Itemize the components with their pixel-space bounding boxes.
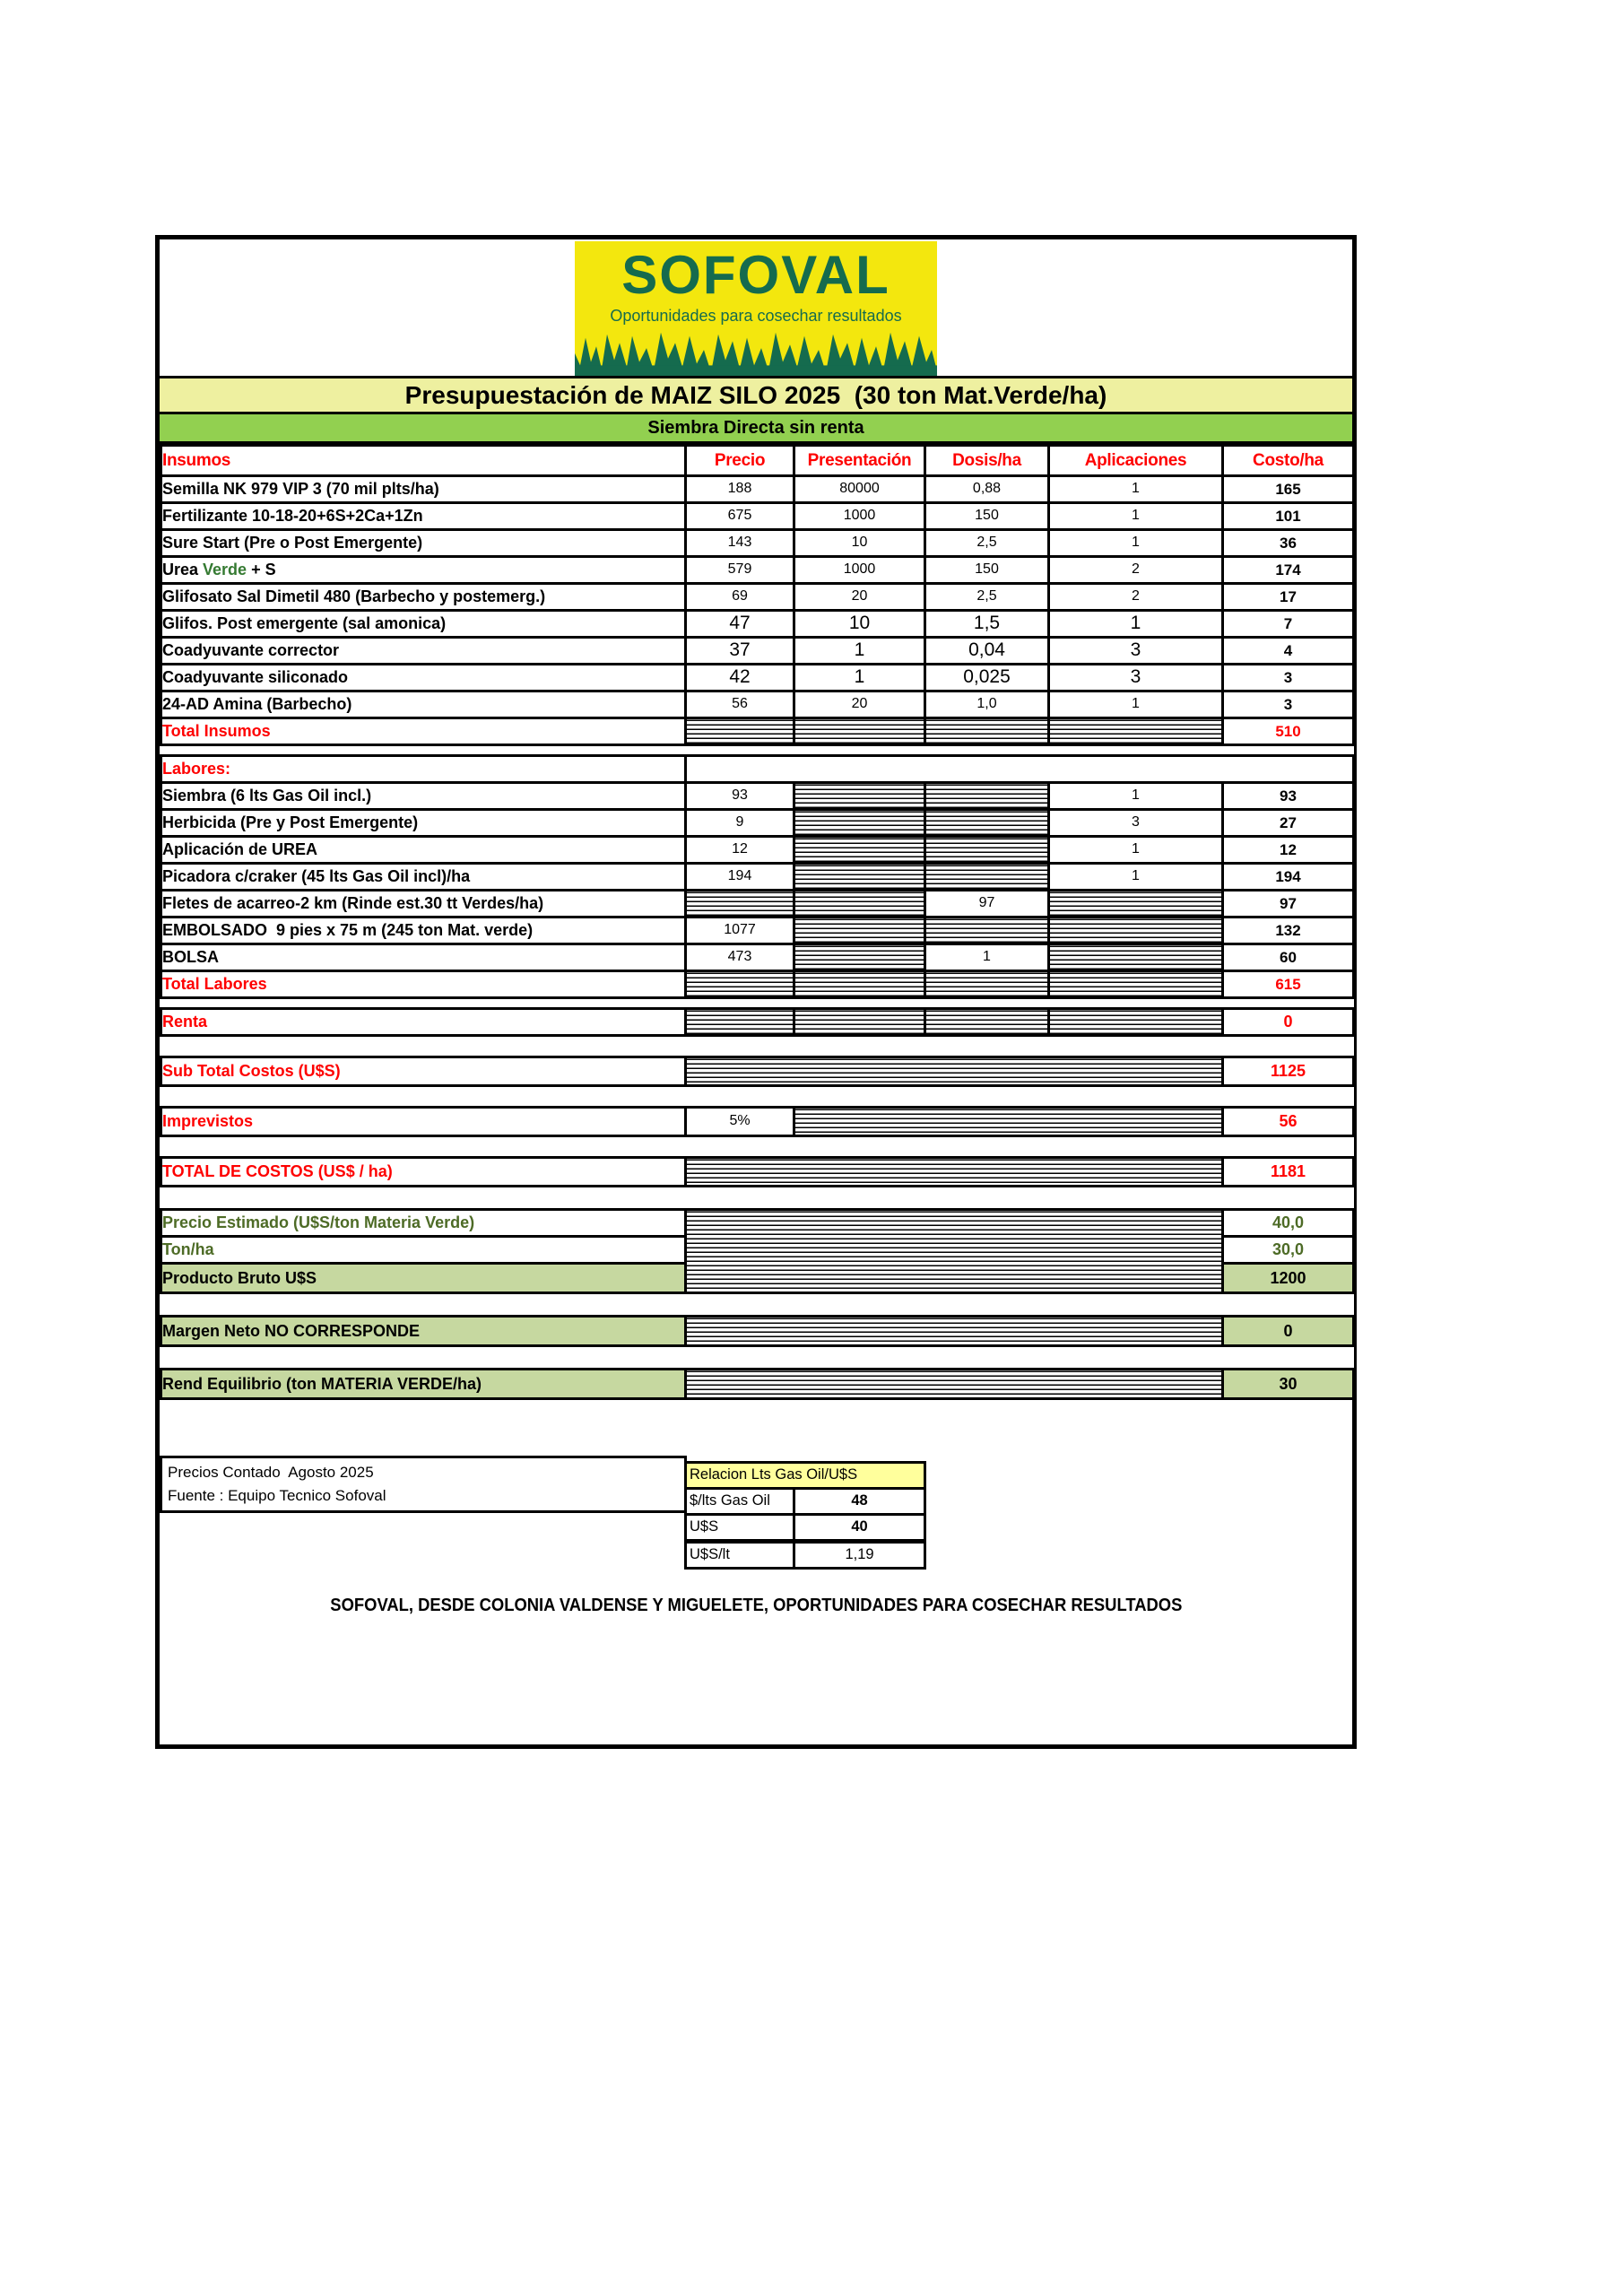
- cell-presentacion: 1000: [794, 557, 925, 584]
- col-header-aplicaciones: Aplicaciones: [1049, 446, 1223, 476]
- spacer-row: [161, 1346, 1354, 1370]
- empty-cell: [686, 756, 1354, 783]
- gasoil-table: [684, 1461, 926, 1570]
- grass-silhouette-icon: [575, 327, 937, 376]
- subtitle-banner: Siembra Directa sin renta: [160, 414, 1352, 444]
- spacer-row: [161, 745, 1354, 756]
- labores-header-row: [161, 756, 1354, 783]
- cell-label: Fletes de acarreo-2 km (Rinde est.30 tt Verdes/ha): [161, 891, 686, 918]
- hatched-cell: [925, 837, 1049, 864]
- table-row: [161, 503, 1354, 530]
- hatched-cell: [925, 1009, 1049, 1036]
- precio-estimado-row: [161, 1210, 1354, 1237]
- cell-label: Siembra (6 lts Gas Oil incl.): [161, 783, 686, 810]
- hatched-cell: [794, 783, 925, 810]
- col-header-dosis: Dosis/ha: [925, 446, 1049, 476]
- row-label: Sub Total Costos (U$S): [161, 1057, 686, 1086]
- row-label: Producto Bruto U$S: [161, 1264, 686, 1293]
- cell-precio: 143: [686, 530, 794, 557]
- cell-costo: 194: [1223, 864, 1354, 891]
- gasoil-header: Relacion Lts Gas Oil/U$S: [686, 1463, 925, 1489]
- cell-aplicaciones: 3: [1049, 810, 1223, 837]
- hatched-cell: [794, 944, 925, 971]
- row-value: 40,0: [1223, 1210, 1354, 1237]
- hatched-cell: [686, 1009, 794, 1036]
- row-label: Margen Neto NO CORRESPONDE: [161, 1317, 686, 1346]
- cell-dosis: 150: [925, 503, 1049, 530]
- margen-neto-row: [161, 1317, 1354, 1346]
- table-row: [161, 891, 1354, 918]
- row-label: TOTAL DE COSTOS (US$ / ha): [161, 1158, 686, 1187]
- cell-precio: 579: [686, 557, 794, 584]
- gasoil-row: [686, 1515, 925, 1542]
- cell-presentacion: 1000: [794, 503, 925, 530]
- gasoil-value: 40: [794, 1515, 925, 1542]
- cell-presentacion: 10: [794, 530, 925, 557]
- cell-rate: 5%: [686, 1108, 794, 1136]
- cell-costo: 3: [1223, 691, 1354, 718]
- table-row: [161, 476, 1354, 503]
- label-part: + S: [247, 561, 276, 579]
- row-value: 56: [1223, 1108, 1354, 1136]
- prices-date-line: Precios Contado Agosto 2025: [168, 1464, 374, 1481]
- table-row: [161, 691, 1354, 718]
- spacer-cell: [161, 1187, 1354, 1210]
- gasoil-row: [686, 1489, 925, 1515]
- hatched-cell: [686, 1370, 1223, 1399]
- total-label: Total Insumos: [161, 718, 686, 745]
- cell-dosis: 0,04: [925, 638, 1049, 665]
- gasoil-label: U$S: [686, 1515, 794, 1542]
- cell-costo: 174: [1223, 557, 1354, 584]
- cell-precio: 675: [686, 503, 794, 530]
- imprevistos-row: [161, 1108, 1354, 1136]
- table-row: [161, 611, 1354, 638]
- spacer-row: [161, 1036, 1354, 1057]
- cell-dosis: 0,88: [925, 476, 1049, 503]
- cell-precio: 56: [686, 691, 794, 718]
- cell-costo: 17: [1223, 584, 1354, 611]
- table-row: [161, 557, 1354, 584]
- col-header-presentacion: Presentación: [794, 446, 925, 476]
- cell-presentacion: 20: [794, 691, 925, 718]
- cell-dosis: 2,5: [925, 584, 1049, 611]
- cell-precio: 47: [686, 611, 794, 638]
- cell-costo: 93: [1223, 783, 1354, 810]
- footer-section: [160, 1456, 1352, 1565]
- cell-aplicaciones: 1: [1049, 530, 1223, 557]
- cell-label: 24-AD Amina (Barbecho): [161, 691, 686, 718]
- cell-label: Herbicida (Pre y Post Emergente): [161, 810, 686, 837]
- cell-label: Coadyuvante corrector: [161, 638, 686, 665]
- cell-aplicaciones: 1: [1049, 783, 1223, 810]
- cell-precio: 9: [686, 810, 794, 837]
- cell-label: Glifos. Post emergente (sal amonica): [161, 611, 686, 638]
- table-row: [161, 638, 1354, 665]
- row-label: Ton/ha: [161, 1237, 686, 1264]
- spacer-row: [161, 998, 1354, 1009]
- col-header-precio: Precio: [686, 446, 794, 476]
- total-labores-row: [161, 971, 1354, 998]
- hatched-cell: [686, 1057, 1223, 1086]
- hatched-cell: [794, 1009, 925, 1036]
- spacer-cell: [161, 1136, 1354, 1158]
- gasoil-label: U$S/lt: [686, 1542, 794, 1569]
- cell-presentacion: 10: [794, 611, 925, 638]
- hatched-cell: [686, 718, 794, 745]
- hatched-cell: [686, 1210, 1223, 1293]
- hatched-cell: [1049, 718, 1223, 745]
- cell-label: Fertilizante 10-18-20+6S+2Ca+1Zn: [161, 503, 686, 530]
- spacer-cell: [161, 1086, 1354, 1108]
- hatched-cell: [1049, 891, 1223, 918]
- hatched-cell: [925, 971, 1049, 998]
- spacer-cell: [161, 998, 1354, 1009]
- company-slogan: [160, 1596, 1352, 1616]
- hatched-cell: [925, 918, 1049, 944]
- row-value: 1125: [1223, 1057, 1354, 1086]
- row-value: 30: [1223, 1370, 1354, 1399]
- cell-label: BOLSA: [161, 944, 686, 971]
- gasoil-header-row: [686, 1463, 925, 1489]
- gasoil-value: 48: [794, 1489, 925, 1515]
- subtotal-row: [161, 1057, 1354, 1086]
- row-value: 30,0: [1223, 1237, 1354, 1264]
- cell-label: Sure Start (Pre o Post Emergente): [161, 530, 686, 557]
- logo-tagline: Oportunidades para cosechar resultados: [610, 307, 902, 325]
- cell-label: Glifosato Sal Dimetil 480 (Barbecho y postemerg.): [161, 584, 686, 611]
- cell-costo: 3: [1223, 665, 1354, 691]
- cell-precio: 93: [686, 783, 794, 810]
- cell-aplicaciones: 3: [1049, 638, 1223, 665]
- cell-precio: 194: [686, 864, 794, 891]
- table-row: [161, 665, 1354, 691]
- row-value: 0: [1223, 1009, 1354, 1036]
- cell-costo: 60: [1223, 944, 1354, 971]
- spacer-row: [161, 1187, 1354, 1210]
- cell-costo: 101: [1223, 503, 1354, 530]
- row-value: 0: [1223, 1317, 1354, 1346]
- hatched-cell: [794, 837, 925, 864]
- cell-dosis: 150: [925, 557, 1049, 584]
- budget-table: [160, 444, 1355, 1400]
- spacer-cell: [161, 1293, 1354, 1317]
- cell-aplicaciones: 1: [1049, 476, 1223, 503]
- row-value: 1181: [1223, 1158, 1354, 1187]
- cell-aplicaciones: 1: [1049, 611, 1223, 638]
- spacer-row: [161, 1136, 1354, 1158]
- gasoil-row: [686, 1542, 925, 1569]
- total-costos-row: [161, 1158, 1354, 1187]
- logo-text: SOFOVAL: [621, 245, 890, 305]
- table-header-row: [161, 446, 1354, 476]
- hatched-cell: [794, 971, 925, 998]
- hatched-cell: [925, 718, 1049, 745]
- cell-aplicaciones: 1: [1049, 864, 1223, 891]
- prices-source-line: Fuente : Equipo Tecnico Sofoval: [168, 1487, 386, 1504]
- cell-precio: 1077: [686, 918, 794, 944]
- cell-presentacion: 1: [794, 665, 925, 691]
- cell-presentacion: 80000: [794, 476, 925, 503]
- hatched-cell: [794, 810, 925, 837]
- table-row: [161, 864, 1354, 891]
- cell-aplicaciones: 1: [1049, 691, 1223, 718]
- cell-costo: 27: [1223, 810, 1354, 837]
- table-row: [161, 837, 1354, 864]
- label-part: Urea: [162, 561, 204, 579]
- spacer-cell: [161, 1346, 1354, 1370]
- section-label: Labores:: [161, 756, 686, 783]
- rend-equilibrio-row: [161, 1370, 1354, 1399]
- hatched-cell: [925, 810, 1049, 837]
- cell-costo: 132: [1223, 918, 1354, 944]
- company-logo: [575, 241, 937, 376]
- cell-dosis: 1,0: [925, 691, 1049, 718]
- cell-aplicaciones: 2: [1049, 584, 1223, 611]
- hatched-cell: [794, 918, 925, 944]
- hatched-cell: [1049, 1009, 1223, 1036]
- total-insumos-row: [161, 718, 1354, 745]
- hatched-cell: [686, 1158, 1223, 1187]
- gasoil-value: 1,19: [794, 1542, 925, 1569]
- cell-costo: 12: [1223, 837, 1354, 864]
- cell-presentacion: 1: [794, 638, 925, 665]
- table-row: [161, 783, 1354, 810]
- slogan-text: SOFOVAL, DESDE COLONIA VALDENSE Y MIGUELETE, OPORTUNIDADES PARA COSECHAR RESULTADOS: [329, 1596, 1183, 1615]
- spacer-cell: [161, 1036, 1354, 1057]
- label-part-green: Verde: [203, 561, 247, 579]
- row-label: Precio Estimado (U$S/ton Materia Verde): [161, 1210, 686, 1237]
- gasoil-label: $/lts Gas Oil: [686, 1489, 794, 1515]
- col-header-insumos: Insumos: [161, 446, 686, 476]
- cell-costo: 7: [1223, 611, 1354, 638]
- cell-aplicaciones: 1: [1049, 837, 1223, 864]
- cell-costo: 165: [1223, 476, 1354, 503]
- cell-dosis: 1: [925, 944, 1049, 971]
- page-title: Presupuestación de MAIZ SILO 2025 (30 ton Mat.Verde/ha): [160, 376, 1352, 414]
- cell-precio: 69: [686, 584, 794, 611]
- row-label: Imprevistos: [161, 1108, 686, 1136]
- cell-precio: 37: [686, 638, 794, 665]
- hatched-cell: [925, 783, 1049, 810]
- cell-dosis: 2,5: [925, 530, 1049, 557]
- row-label: Rend Equilibrio (ton MATERIA VERDE/ha): [161, 1370, 686, 1399]
- table-row: [161, 810, 1354, 837]
- cell-costo: 97: [1223, 891, 1354, 918]
- hatched-cell: [794, 891, 925, 918]
- hatched-cell: [1049, 944, 1223, 971]
- hatched-cell: [686, 891, 794, 918]
- row-value: 1200: [1223, 1264, 1354, 1293]
- hatched-cell: [925, 864, 1049, 891]
- renta-row: [161, 1009, 1354, 1036]
- cell-label: Coadyuvante siliconado: [161, 665, 686, 691]
- cell-label: EMBOLSADO 9 pies x 75 m (245 ton Mat. verde): [161, 918, 686, 944]
- cell-presentacion: 20: [794, 584, 925, 611]
- hatched-cell: [794, 864, 925, 891]
- cell-label: Aplicación de UREA: [161, 837, 686, 864]
- table-row: [161, 530, 1354, 557]
- spacer-row: [161, 1293, 1354, 1317]
- table-row: [161, 584, 1354, 611]
- row-label: Renta: [161, 1009, 686, 1036]
- hatched-cell: [794, 1108, 1223, 1136]
- total-value: 615: [1223, 971, 1354, 998]
- hatched-cell: [686, 971, 794, 998]
- total-value: 510: [1223, 718, 1354, 745]
- cell-aplicaciones: 3: [1049, 665, 1223, 691]
- cell-dosis: 0,025: [925, 665, 1049, 691]
- cell-label: [161, 557, 686, 584]
- cell-precio: 188: [686, 476, 794, 503]
- spacer-row: [161, 1086, 1354, 1108]
- hatched-cell: [1049, 971, 1223, 998]
- hatched-cell: [686, 1317, 1223, 1346]
- table-row: [161, 918, 1354, 944]
- budget-sheet: [155, 235, 1357, 1749]
- cell-dosis: 1,5: [925, 611, 1049, 638]
- cell-aplicaciones: 2: [1049, 557, 1223, 584]
- cell-label: Semilla NK 979 VIP 3 (70 mil plts/ha): [161, 476, 686, 503]
- col-header-costo: Costo/ha: [1223, 446, 1354, 476]
- spacer-cell: [161, 745, 1354, 756]
- hatched-cell: [794, 718, 925, 745]
- cell-aplicaciones: 1: [1049, 503, 1223, 530]
- cell-dosis: 97: [925, 891, 1049, 918]
- cell-label: Picadora c/craker (45 lts Gas Oil incl)/ha: [161, 864, 686, 891]
- cell-costo: 36: [1223, 530, 1354, 557]
- total-label: Total Labores: [161, 971, 686, 998]
- cell-precio: 473: [686, 944, 794, 971]
- cell-precio: 42: [686, 665, 794, 691]
- table-row: [161, 944, 1354, 971]
- hatched-cell: [1049, 918, 1223, 944]
- cell-costo: 4: [1223, 638, 1354, 665]
- prices-note-box: [160, 1456, 687, 1513]
- cell-precio: 12: [686, 837, 794, 864]
